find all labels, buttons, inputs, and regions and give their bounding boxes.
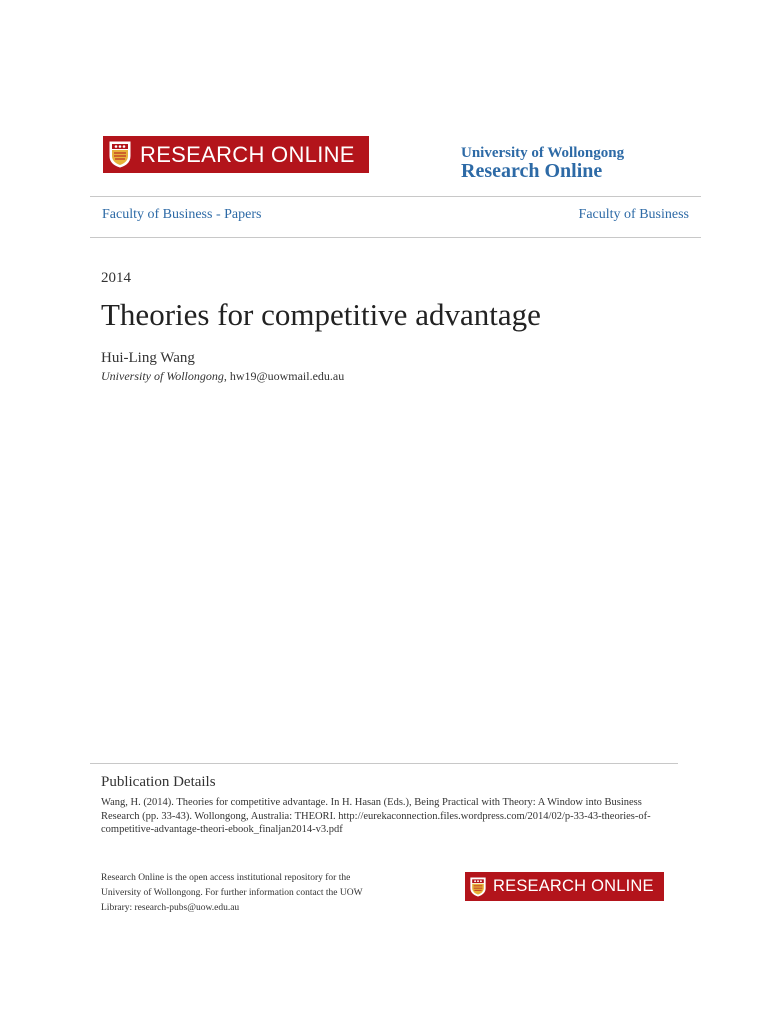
publication-year: 2014 [101, 270, 131, 286]
author-name: Hui-Ling Wang [101, 350, 195, 366]
shield-icon [470, 877, 486, 897]
citation-text: Wang, H. (2014). Theories for competitive advantage. In H. Hasan (Eds.), Being Practical with Theory: A Window into Business Research (pp. 33-43). Wollongong, Australia: THEORI. http://eurekaconnection.files.wordpress.com/2014/02/p-33-43-theories-of-competitive-advantage-theori-ebook_finaljan2014-v3.pdf [101, 797, 651, 835]
logo-text: RESEARCH ONLINE [493, 877, 654, 895]
institution-name[interactable]: University of Wollongong [461, 145, 625, 161]
divider [90, 237, 701, 238]
shield-icon [109, 141, 131, 168]
affiliation-institution: University of Wollongong [101, 369, 224, 383]
divider [90, 196, 701, 197]
faculty-papers-link[interactable]: Faculty of Business - Papers [102, 207, 262, 222]
publication-details-heading: Publication Details [101, 774, 216, 790]
author-email[interactable]: , hw19@uowmail.edu.au [223, 369, 345, 383]
repository-name[interactable]: Research Online [461, 160, 603, 182]
research-online-logo-footer[interactable] [465, 872, 664, 901]
divider [90, 763, 678, 764]
logo-text: RESEARCH ONLINE [140, 141, 355, 167]
faculty-link[interactable]: Faculty of Business [578, 207, 689, 222]
paper-title: Theories for competitive advantage [101, 297, 541, 332]
author-affiliation [101, 369, 344, 384]
repository-notice: Research Online is the open access institutional repository for the University of Wollongong. For further information contact the UOW Library: research-pubs@uow.edu.au [101, 873, 363, 913]
research-online-logo[interactable] [103, 136, 369, 173]
